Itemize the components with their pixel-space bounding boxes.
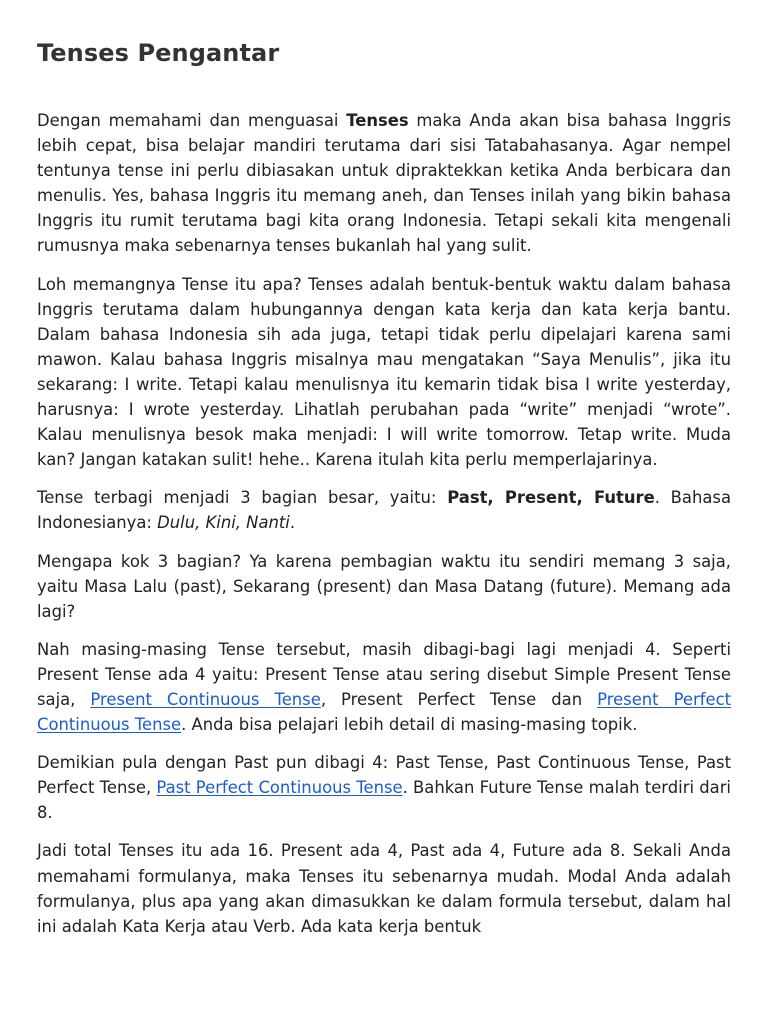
link-past-perfect-continuous-tense[interactable]: Past Perfect Continuous Tense (156, 778, 403, 798)
paragraph-why-three (37, 549, 731, 624)
text-run: . Anda bisa pelajari lebih detail di masing-masing topik. (181, 715, 638, 735)
bold-text-tenses: Tenses (346, 111, 409, 130)
paragraph-definition (37, 272, 731, 473)
paragraph-past-tenses (37, 750, 731, 825)
text-run: . Bahkan Future Tense malah terdiri dari 8. (37, 778, 731, 823)
paragraph-three-parts (37, 485, 731, 535)
text-run: maka Anda akan bisa bahasa Inggris lebih cepat, bisa belajar mandiri terutama dari sisi Tatabahasanya. Agar nempel tentunya tense ini perlu dibiasakan untuk dipraktekkan ketika Anda berbicara dan menulis. Yes, bahasa Inggris itu memang aneh, dan Tenses inilah yang bikin bahasa Inggris itu rumit terutama bagi kita orang Indonesia. Tetapi sekali kita mengenali rumusnya maka sebenarnya tenses bukanlah hal yang sulit. (37, 111, 731, 256)
italic-text-dulu-kini-nanti: Dulu, Kini, Nanti (157, 513, 290, 533)
text-run: , Present Perfect Tense dan (320, 689, 598, 709)
text-run: Dengan memahami dan menguasai (37, 111, 347, 130)
page-title: Tenses Pengantar (37, 39, 280, 67)
text-run: Mengapa kok 3 bagian? Ya karena pembagian waktu itu sendiri memang 3 saja, yaitu Masa Lalu (past), Sekarang (present) dan Masa Datang (future). Memang ada lagi? (37, 551, 731, 621)
link-present-continuous-tense[interactable]: Present Continuous Tense (90, 689, 321, 709)
text-run: . Bahasa Indonesianya: (37, 488, 731, 533)
paragraph-present-tenses (37, 637, 731, 737)
text-run: Tense terbagi menjadi 3 bagian besar, yaitu: (37, 488, 448, 508)
text-run: Jadi total Tenses itu ada 16. Present ada 4, Past ada 4, Future ada 8. Sekali Anda memahami formulanya, maka Tenses itu sebenarnya mudah. Modal Anda adalah formulanya, plus apa yang akan dimasukkan ke dalam formula tersebut, dalam hal ini adalah Kata Kerja atau Verb. Ada kata kerja bentuk (37, 841, 731, 936)
link-present-perfect-continuous-tense[interactable]: Present Perfect Continuous Tense (37, 689, 732, 735)
text-run: Nah masing-masing Tense tersebut, masih dibagi-bagi lagi menjadi 4. Seperti Present Tense ada 4 yaitu: Present Tense atau sering disebut Simple Present Tense saja, (37, 639, 731, 709)
paragraph-total-tenses (37, 838, 731, 938)
text-run: Loh memangnya Tense itu apa? Tenses adalah bentuk-bentuk waktu dalam bahasa Inggris terutama dalam hubungannya dengan kata kerja dan kata kerja bantu. Dalam bahasa Indonesia sih ada juga, tetapi tidak perlu dipelajari karena sami mawon. Kalau bahasa Inggris misalnya mau mengatakan “Saya Menulis”, jika itu sekarang: I write. Tetapi kalau menulisnya itu kemarin tidak bisa I write yesterday, harusnya: I wrote yesterday. Lihatlah perubahan pada “write” menjadi “wrote”. Kalau menulisnya besok maka menjadi: I will write tomorrow. Tetap write. Muda kan? Jangan katakan sulit! hehe.. Karena itulah kita perlu memperlajarinya. (37, 274, 731, 470)
bold-text-past-present-future: Past, Present, Future (447, 488, 655, 508)
paragraph-intro (37, 108, 731, 259)
article-body (37, 108, 731, 939)
text-run: Demikian pula dengan Past pun dibagi 4: Past Tense, Past Continuous Tense, Past Perfect Tense, (37, 753, 731, 798)
text-run: . (289, 513, 296, 533)
